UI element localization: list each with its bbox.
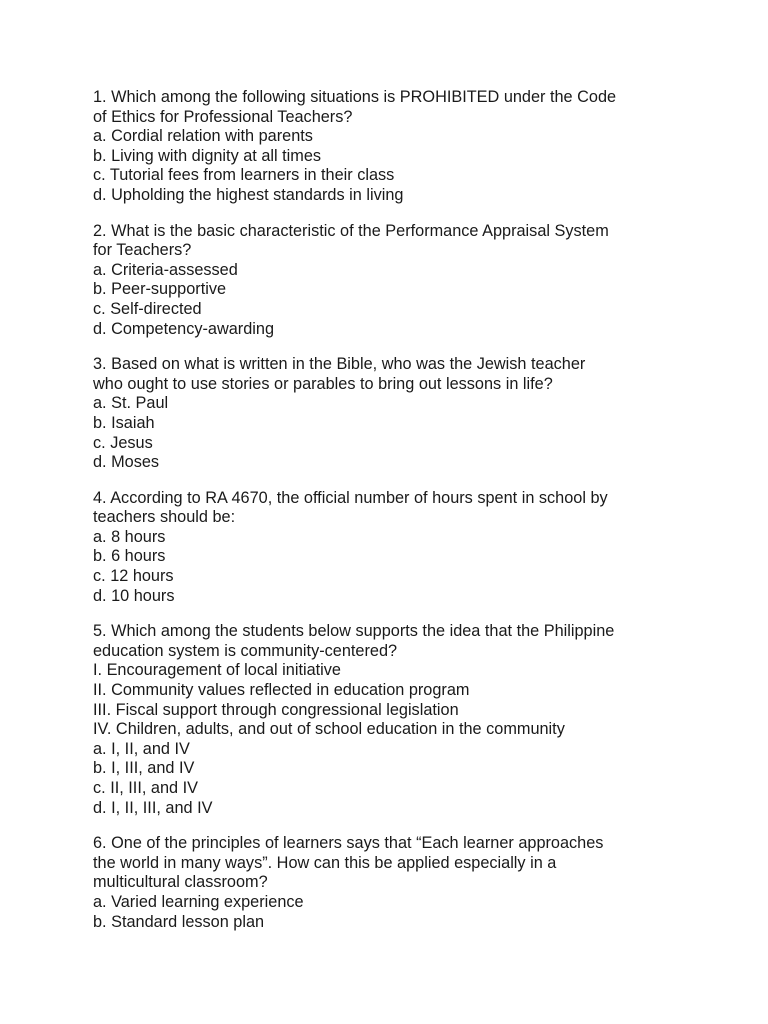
question-1-text-line-1: 1. Which among the following situations is PROHIBITED under the Code (93, 88, 617, 106)
question-5-item-ii: II. Community values reflected in education program (93, 681, 470, 700)
question-5-item-i: I. Encouragement of local initiative (93, 661, 341, 680)
question-2-option-c: c. Self-directed (93, 299, 202, 318)
question-5-text-line-1: 5. Which among the students below supports the idea that the Philippine (93, 622, 615, 641)
question-1-option-a: a. Cordial relation with parents (93, 127, 313, 146)
question-5-item-iii: III. Fiscal support through congressional legislation (93, 700, 459, 719)
question-4-option-a: a. 8 hours (93, 527, 166, 546)
question-3-option-b: b. Isaiah (93, 413, 155, 432)
question-5-option-c: c. II, III, and IV (93, 779, 198, 797)
question-2-text-line-1: 2. What is the basic characteristic of the Performance Appraisal System (93, 221, 609, 240)
question-2-text-line-2: for Teachers? (93, 241, 192, 260)
question-1-option-d: d. Upholding the highest standards in living (93, 185, 404, 204)
question-2-option-a: a. Criteria-assessed (93, 260, 238, 279)
question-5-item-iv: IV. Children, adults, and out of school education in the community (93, 720, 565, 739)
question-5-option-a: a. I, II, and IV (93, 739, 190, 758)
question-1-option-c: c. Tutorial fees from learners in their class (93, 166, 395, 185)
question-4-text-line-2: teachers should be: (93, 508, 236, 527)
question-4 (93, 489, 693, 607)
question-4-option-c: c. 12 hours (93, 567, 174, 586)
question-3 (93, 355, 693, 473)
question-3-text-line-2: who ought to use stories or parables to bring out lessons in life? (93, 374, 553, 393)
question-3-text-line-1: 3. Based on what is written in the Bible, who was the Jewish teacher (93, 355, 586, 374)
question-1-text-line-2: of Ethics for Professional Teachers? (93, 107, 353, 126)
question-6-option-b: b. Standard lesson plan (93, 912, 265, 931)
question-4-option-d: d. 10 hours (93, 586, 175, 605)
question-5-text-line-2: education system is community-centered? (93, 641, 398, 660)
question-2-option-b: b. Peer-supportive (93, 280, 227, 299)
question-3-option-c: c. Jesus (93, 433, 153, 452)
question-6-text-line-3: multicultural classroom? (93, 873, 268, 892)
question-3-option-a: a. St. Paul (93, 394, 169, 413)
question-2-option-d: d. Competency-awarding (93, 319, 274, 338)
question-5-option-d: d. I, II, III, and IV (93, 798, 213, 817)
question-6 (93, 834, 693, 932)
question-3-option-d: d. Moses (93, 453, 160, 472)
question-1-option-b: b. Living with dignity at all times (93, 146, 322, 165)
question-6-option-a: a. Varied learning experience (93, 892, 304, 911)
question-1 (93, 88, 693, 206)
question-6-text-line-2: the world in many ways”. How can this be applied especially in a (93, 853, 557, 872)
question-5-option-b: b. I, III, and IV (93, 759, 195, 778)
question-4-option-b: b. 6 hours (93, 547, 166, 566)
question-5 (93, 622, 693, 818)
question-4-text-line-1: 4. According to RA 4670, the official number of hours spent in school by (93, 488, 608, 507)
document-page (93, 88, 693, 948)
question-2 (93, 222, 693, 340)
question-6-text-line-1: 6. One of the principles of learners says that “Each learner approaches (93, 834, 604, 853)
